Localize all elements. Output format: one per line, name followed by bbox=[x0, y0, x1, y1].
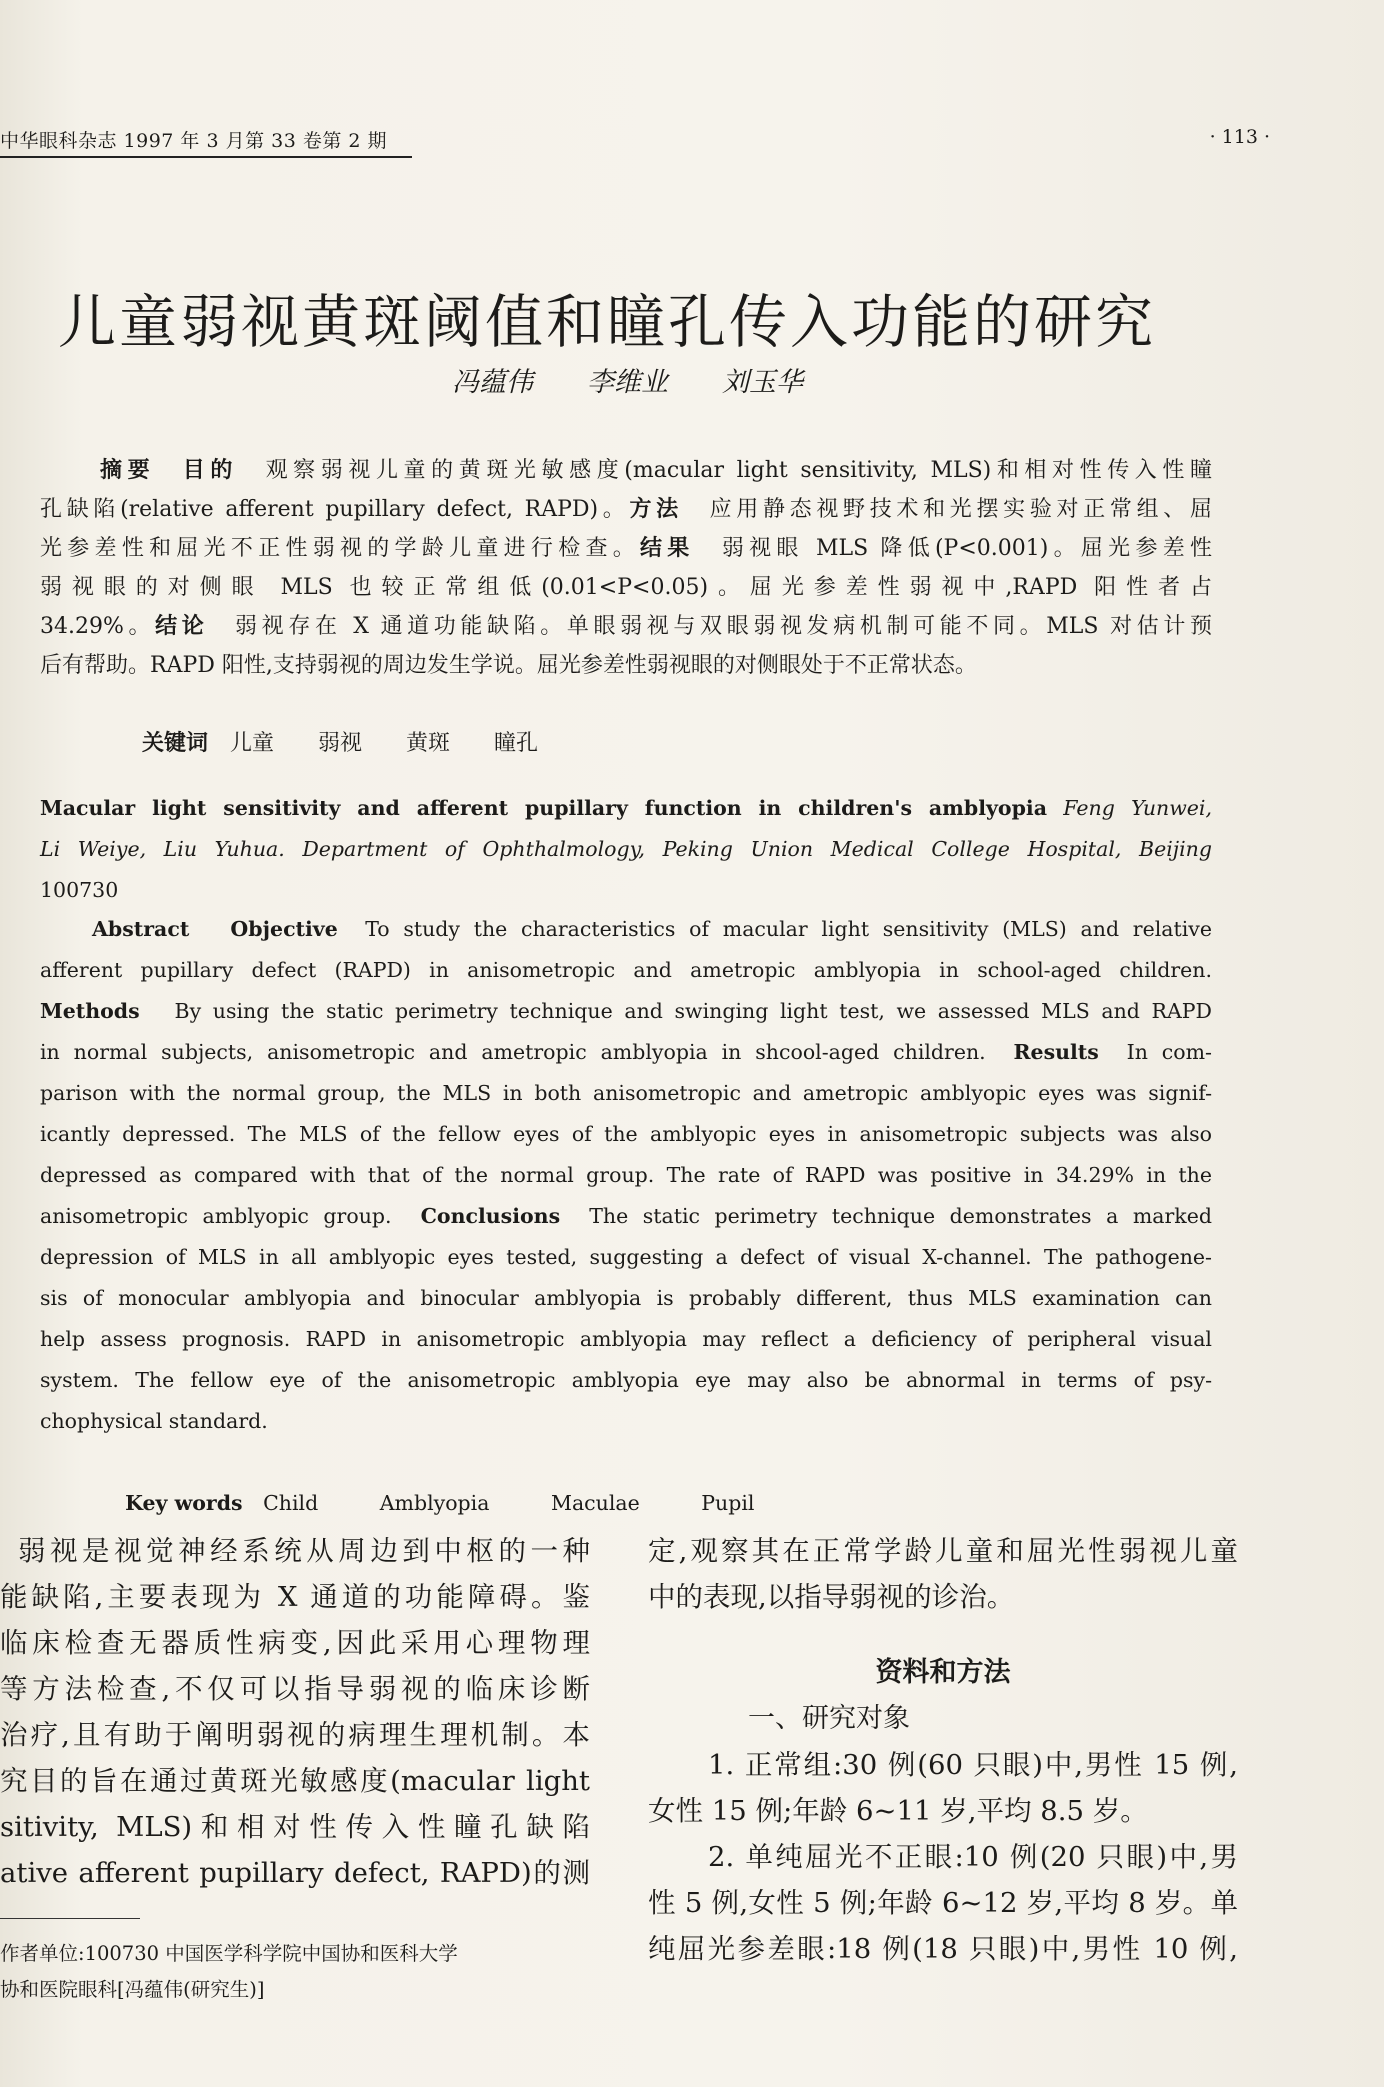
cn-abstract-text: 弱视眼的对侧眼 MLS 也较正常组低(0.01<P<0.05)。屈光参差性弱视中,RAPD 阳性者占 bbox=[40, 575, 1212, 600]
body-line: 定,观察其在正常学龄儿童和屈光性弱视儿童 bbox=[648, 1535, 1238, 1567]
body-line: 等方法检查,不仅可以指导弱视的临床诊断 bbox=[0, 1673, 590, 1705]
body-line: 弱视是视觉神经系统从周边到中枢的一种 bbox=[18, 1535, 590, 1567]
footnote-line: 协和医院眼科[冯蕴伟(研究生)] bbox=[0, 1978, 265, 2001]
en-abstract-line bbox=[40, 1360, 1212, 1401]
english-author: Feng Yunwei, bbox=[1063, 796, 1212, 820]
sub-heading: 一、研究对象 bbox=[748, 1703, 910, 1734]
en-abstract-text: anisometropic amblyopic group. bbox=[40, 1204, 392, 1228]
en-abstract-line bbox=[40, 1032, 1212, 1073]
en-abstract-line bbox=[40, 1319, 1212, 1360]
chinese-abstract bbox=[40, 451, 1212, 756]
cn-keywords-label: 关键词 bbox=[141, 730, 208, 756]
en-abstract-line bbox=[40, 991, 1212, 1032]
en-abstract-text: chophysical standard. bbox=[40, 1409, 268, 1433]
section-heading: 资料和方法 bbox=[875, 1657, 1011, 1688]
english-abstract bbox=[40, 909, 1212, 1515]
cn-abstract-text: 观察弱视儿童的黄斑光敏感度(macular light sensitivity, MLS)和相对性传入性瞳 bbox=[237, 458, 1212, 483]
footnotes bbox=[0, 1936, 590, 2008]
cn-abstract-line bbox=[40, 451, 1212, 490]
english-postcode: 100730 bbox=[40, 878, 119, 902]
body-line: 女性 15 例;年龄 6~11 岁,平均 8.5 岁。 bbox=[648, 1795, 1148, 1827]
author-names: 冯蕴伟 李维业 刘玉华 bbox=[452, 367, 803, 398]
body-line: ative afferent pupillary defect, RAPD)的测 bbox=[0, 1857, 590, 1889]
en-abstract-line bbox=[40, 1278, 1212, 1319]
body-left-column bbox=[0, 1528, 590, 1896]
results-label: Results bbox=[1013, 1040, 1099, 1064]
body-right-column bbox=[648, 1528, 1238, 1972]
body-line: 2. 单纯屈光不正眼:10 例(20 只眼)中,男 bbox=[708, 1841, 1238, 1873]
cn-abstract-line bbox=[40, 646, 1212, 685]
en-abstract-line bbox=[40, 1155, 1212, 1196]
english-affiliation: Li Weiye, Liu Yuhua. Department of Ophthalmology, Peking Union Medical College Hospital, Beijing bbox=[40, 837, 1212, 861]
methods-label: Methods bbox=[40, 999, 140, 1023]
en-abstract-text: help assess prognosis. RAPD in anisometropic amblyopia may reflect a deficiency of peripheral visual bbox=[40, 1327, 1212, 1351]
en-abstract-text: system. The fellow eye of the anisometropic amblyopia eye may also be abnormal in terms of psy- bbox=[40, 1368, 1212, 1392]
objective-label: Objective bbox=[230, 917, 338, 941]
body-line: 治疗,且有助于阐明弱视的病理生理机制。本 bbox=[0, 1719, 590, 1751]
cn-abstract-method-label: 方法 bbox=[629, 496, 683, 522]
english-title-block bbox=[40, 788, 1212, 911]
cn-abstract-text: 光参差性和屈光不正性弱视的学龄儿童进行检查。 bbox=[40, 536, 641, 561]
running-head: 中华眼科杂志 1997 年 3 月第 33 卷第 2 期 bbox=[0, 126, 412, 158]
en-abstract-text: To study the characteristics of macular light sensitivity (MLS) and relative bbox=[365, 917, 1212, 941]
english-affiliation-line bbox=[40, 829, 1212, 870]
abstract-label: Abstract bbox=[92, 917, 190, 941]
cn-abstract-line bbox=[40, 529, 1212, 568]
body-line: 中的表现,以指导弱视的诊治。 bbox=[648, 1581, 1015, 1613]
cn-abstract-conclusion-label: 结论 bbox=[155, 613, 209, 639]
cn-abstract-result-label: 结果 bbox=[640, 535, 695, 561]
cn-abstract-objective-label: 摘要 目的 bbox=[100, 457, 238, 483]
en-abstract-line bbox=[40, 1073, 1212, 1114]
en-abstract-line bbox=[40, 1401, 1212, 1442]
en-keywords-text: Child Amblyopia Maculae Pupil bbox=[242, 1491, 755, 1515]
en-abstract-line bbox=[40, 950, 1212, 991]
cn-abstract-text: 后有帮助。RAPD 阳性,支持弱视的周边发生学说。屈光参差性弱视眼的对侧眼处于不正常状态。 bbox=[40, 653, 977, 678]
footnote-line: 作者单位:100730 中国医学科学院中国协和医科大学 bbox=[0, 1942, 458, 1965]
en-abstract-text: afferent pupillary defect (RAPD) in anisometropic and ametropic amblyopia in school-aged children. bbox=[40, 958, 1212, 982]
cn-abstract-text: 孔缺陷(relative afferent pupillary defect, RAPD)。 bbox=[40, 497, 630, 522]
en-abstract-text: sis of monocular amblyopia and binocular amblyopia is probably different, thus MLS examination can bbox=[40, 1286, 1212, 1310]
en-abstract-line bbox=[40, 909, 1212, 950]
en-abstract-text: depression of MLS in all amblyopic eyes tested, suggesting a defect of visual X-channel. The pathogene- bbox=[40, 1245, 1212, 1269]
cn-abstract-text: 34.29%。 bbox=[40, 614, 156, 639]
cn-abstract-line bbox=[40, 568, 1212, 607]
english-title: Macular light sensitivity and afferent pupillary function in children's amblyopia bbox=[40, 796, 1047, 820]
en-abstract-text: By using the static perimetry technique and swinging light test, we assessed MLS and RAPD bbox=[174, 999, 1212, 1023]
body-line: 性 5 例,女性 5 例;年龄 6~12 岁,平均 8 岁。单 bbox=[648, 1887, 1238, 1919]
en-abstract-text: parison with the normal group, the MLS in both anisometropic and ametropic amblyopic eyes was signif- bbox=[40, 1081, 1212, 1105]
body-line: 1. 正常组:30 例(60 只眼)中,男性 15 例, bbox=[708, 1749, 1238, 1781]
cn-abstract-text: 应用静态视野技术和光摆实验对正常组、屈 bbox=[682, 497, 1212, 522]
cn-abstract-text: 弱视存在 X 通道功能缺陷。单眼弱视与双眼弱视发病机制可能不同。MLS 对估计预 bbox=[208, 614, 1212, 639]
en-abstract-text: icantly depressed. The MLS of the fellow eyes of the amblyopic eyes in anisometropic subjects was also bbox=[40, 1122, 1212, 1146]
cn-abstract-line bbox=[40, 490, 1212, 529]
en-abstract-line bbox=[40, 1114, 1212, 1155]
conclusions-label: Conclusions bbox=[420, 1204, 561, 1228]
cn-abstract-line bbox=[40, 607, 1212, 646]
en-abstract-text: The static perimetry technique demonstrates a marked bbox=[589, 1204, 1212, 1228]
en-abstract-line bbox=[40, 1237, 1212, 1278]
footnote-divider bbox=[0, 1918, 140, 1919]
body-line: sitivity, MLS)和相对性传入性瞳孔缺陷 bbox=[0, 1811, 590, 1843]
cn-keywords bbox=[40, 685, 1212, 756]
body-line: 临床检查无器质性病变,因此采用心理物理 bbox=[0, 1627, 590, 1659]
en-keywords-label: Key words bbox=[125, 1491, 243, 1515]
page-number: · 113 · bbox=[1209, 126, 1270, 148]
en-abstract-line bbox=[40, 1196, 1212, 1237]
english-title-line bbox=[40, 788, 1212, 829]
cn-abstract-text: 弱视眼 MLS 降低(P<0.001)。屈光参差性 bbox=[694, 536, 1212, 561]
article-title: 儿童弱视黄斑阈值和瞳孔传入功能的研究 bbox=[58, 287, 1157, 356]
body-line: 纯屈光参差眼:18 例(18 只眼)中,男性 10 例, bbox=[648, 1933, 1238, 1965]
en-keywords bbox=[40, 1442, 1212, 1515]
body-line: 究目的旨在通过黄斑光敏感度(macular light bbox=[0, 1765, 590, 1797]
en-abstract-text: in normal subjects, anisometropic and ametropic amblyopia in shcool-aged children. bbox=[40, 1040, 986, 1064]
en-abstract-text: depressed as compared with that of the normal group. The rate of RAPD was positive in 34.29% in the bbox=[40, 1163, 1212, 1187]
cn-keywords-text: 儿童 弱视 黄斑 瞳孔 bbox=[207, 731, 538, 756]
english-postcode-line bbox=[40, 870, 1212, 911]
en-abstract-text: In com- bbox=[1126, 1040, 1212, 1064]
body-line: 能缺陷,主要表现为 X 通道的功能障碍。鉴 bbox=[0, 1581, 590, 1613]
